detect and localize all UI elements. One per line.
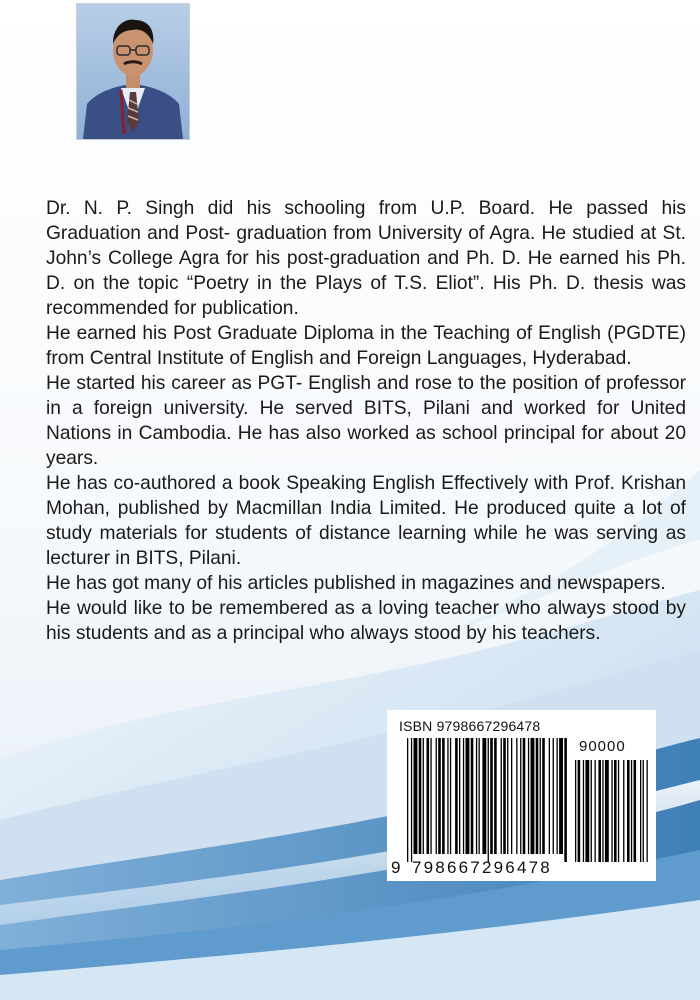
barcode-bar <box>427 738 430 854</box>
barcode-bar <box>494 738 497 854</box>
barcode-bar <box>531 738 535 854</box>
barcode-bar <box>553 738 554 854</box>
bio-paragraph-career: He started his career as PGT- English and rose to the position of professor in a foreign university. He served BITS, Pilani and worked for United Nations in Cambodia. He has also worked as school principal for about 20 years. <box>46 373 686 469</box>
bio-paragraph-pgdte: He earned his Post Graduate Diploma in the Teaching of English (PGDTE) from Central Institute of English and Foreign Languages, Hyderabad. <box>46 323 686 369</box>
barcode-bar <box>419 738 422 854</box>
addon-bar <box>647 760 648 862</box>
barcode-bar <box>463 738 464 854</box>
portrait-photo-icon <box>77 4 189 139</box>
barcode-bar <box>516 738 517 854</box>
author-photo <box>76 3 190 140</box>
barcode-bar <box>528 738 529 854</box>
barcode-bar <box>559 738 563 854</box>
barcode-bar <box>523 738 526 854</box>
barcode-bar <box>511 738 512 854</box>
barcode-bar <box>411 738 412 862</box>
barcode-bar <box>536 738 539 854</box>
barcode-lead-digit: 9 <box>391 858 401 877</box>
addon-bar <box>627 760 630 862</box>
barcode-bar <box>482 738 486 854</box>
barcode-bar <box>520 738 521 854</box>
barcode-bar <box>442 738 445 854</box>
addon-bar <box>618 760 619 862</box>
barcode-bar <box>414 738 418 854</box>
barcode-bar <box>423 738 424 854</box>
addon-bar <box>605 760 609 862</box>
barcode-bar <box>407 738 408 862</box>
addon-bar <box>595 760 596 862</box>
barcode-bar <box>476 738 477 854</box>
barcode-bar <box>466 738 470 854</box>
bio-paragraph-publications: He has co-authored a book Speaking English Effectively with Prof. Krishan Mohan, published by Macmillan India Limited. He produced quite a lot of study materials for students of distance learning while he was serving as lecturer in BITS, Pilani. <box>46 473 686 569</box>
barcode-bar <box>490 738 493 854</box>
addon-bar <box>623 760 624 862</box>
barcode-bar <box>450 738 451 854</box>
isbn-barcode-block <box>387 710 656 881</box>
barcode-bar <box>564 738 567 862</box>
barcode-bars-icon <box>387 710 656 881</box>
addon-bar <box>640 760 641 862</box>
addon-bar <box>575 760 576 862</box>
barcode-bar <box>447 738 448 854</box>
addon-bar <box>631 760 632 862</box>
barcode-bar <box>507 738 508 854</box>
addon-bar <box>643 760 644 862</box>
bio-paragraph-education: Dr. N. P. Singh did his schooling from U.P. Board. He passed his Graduation and Post- graduation from University of Agra. He studied at St. John’s College Agra for his post-graduation and Ph. D. He earned his Ph. D. on the topic “Poetry in the Plays of T.S. Eliot”. His Ph. D. thesis was recommended for publication. <box>46 198 686 319</box>
barcode-bar <box>557 738 558 854</box>
addon-bar <box>611 760 612 862</box>
addon-bar <box>614 760 617 862</box>
addon-bar <box>598 760 601 862</box>
barcode-bar <box>455 738 458 854</box>
barcode-right-digits: 296478 <box>482 858 552 877</box>
addon-bar <box>585 760 589 862</box>
bio-paragraph-legacy: He would like to be remembered as a loving teacher who always stood by his students and as a principal who always stood by his teachers. <box>46 598 686 644</box>
addon-bar <box>578 760 581 862</box>
barcode-bar <box>488 738 489 862</box>
addon-bar <box>602 760 603 862</box>
barcode-bar <box>503 738 506 854</box>
barcode-bar <box>479 738 480 854</box>
bio-paragraph-articles: He has got many of his articles published in magazines and newspapers. <box>46 573 666 594</box>
barcode-bar <box>436 738 437 854</box>
barcode-bar <box>459 738 460 854</box>
barcode-bar <box>540 738 541 854</box>
barcode-bar <box>542 738 545 854</box>
barcode-bar <box>438 738 441 854</box>
barcode-bar <box>430 738 431 854</box>
addon-bar <box>583 760 584 862</box>
barcode-left-digits: 798667 <box>412 858 482 877</box>
author-biography <box>46 196 686 646</box>
addon-bar <box>634 760 637 862</box>
price-code: 90000 <box>579 738 626 755</box>
addon-bar <box>591 760 592 862</box>
barcode-bar <box>501 738 502 854</box>
barcode-bar <box>549 738 550 854</box>
barcode-bar <box>471 738 474 854</box>
isbn-label: ISBN 9798667296478 <box>399 718 541 734</box>
